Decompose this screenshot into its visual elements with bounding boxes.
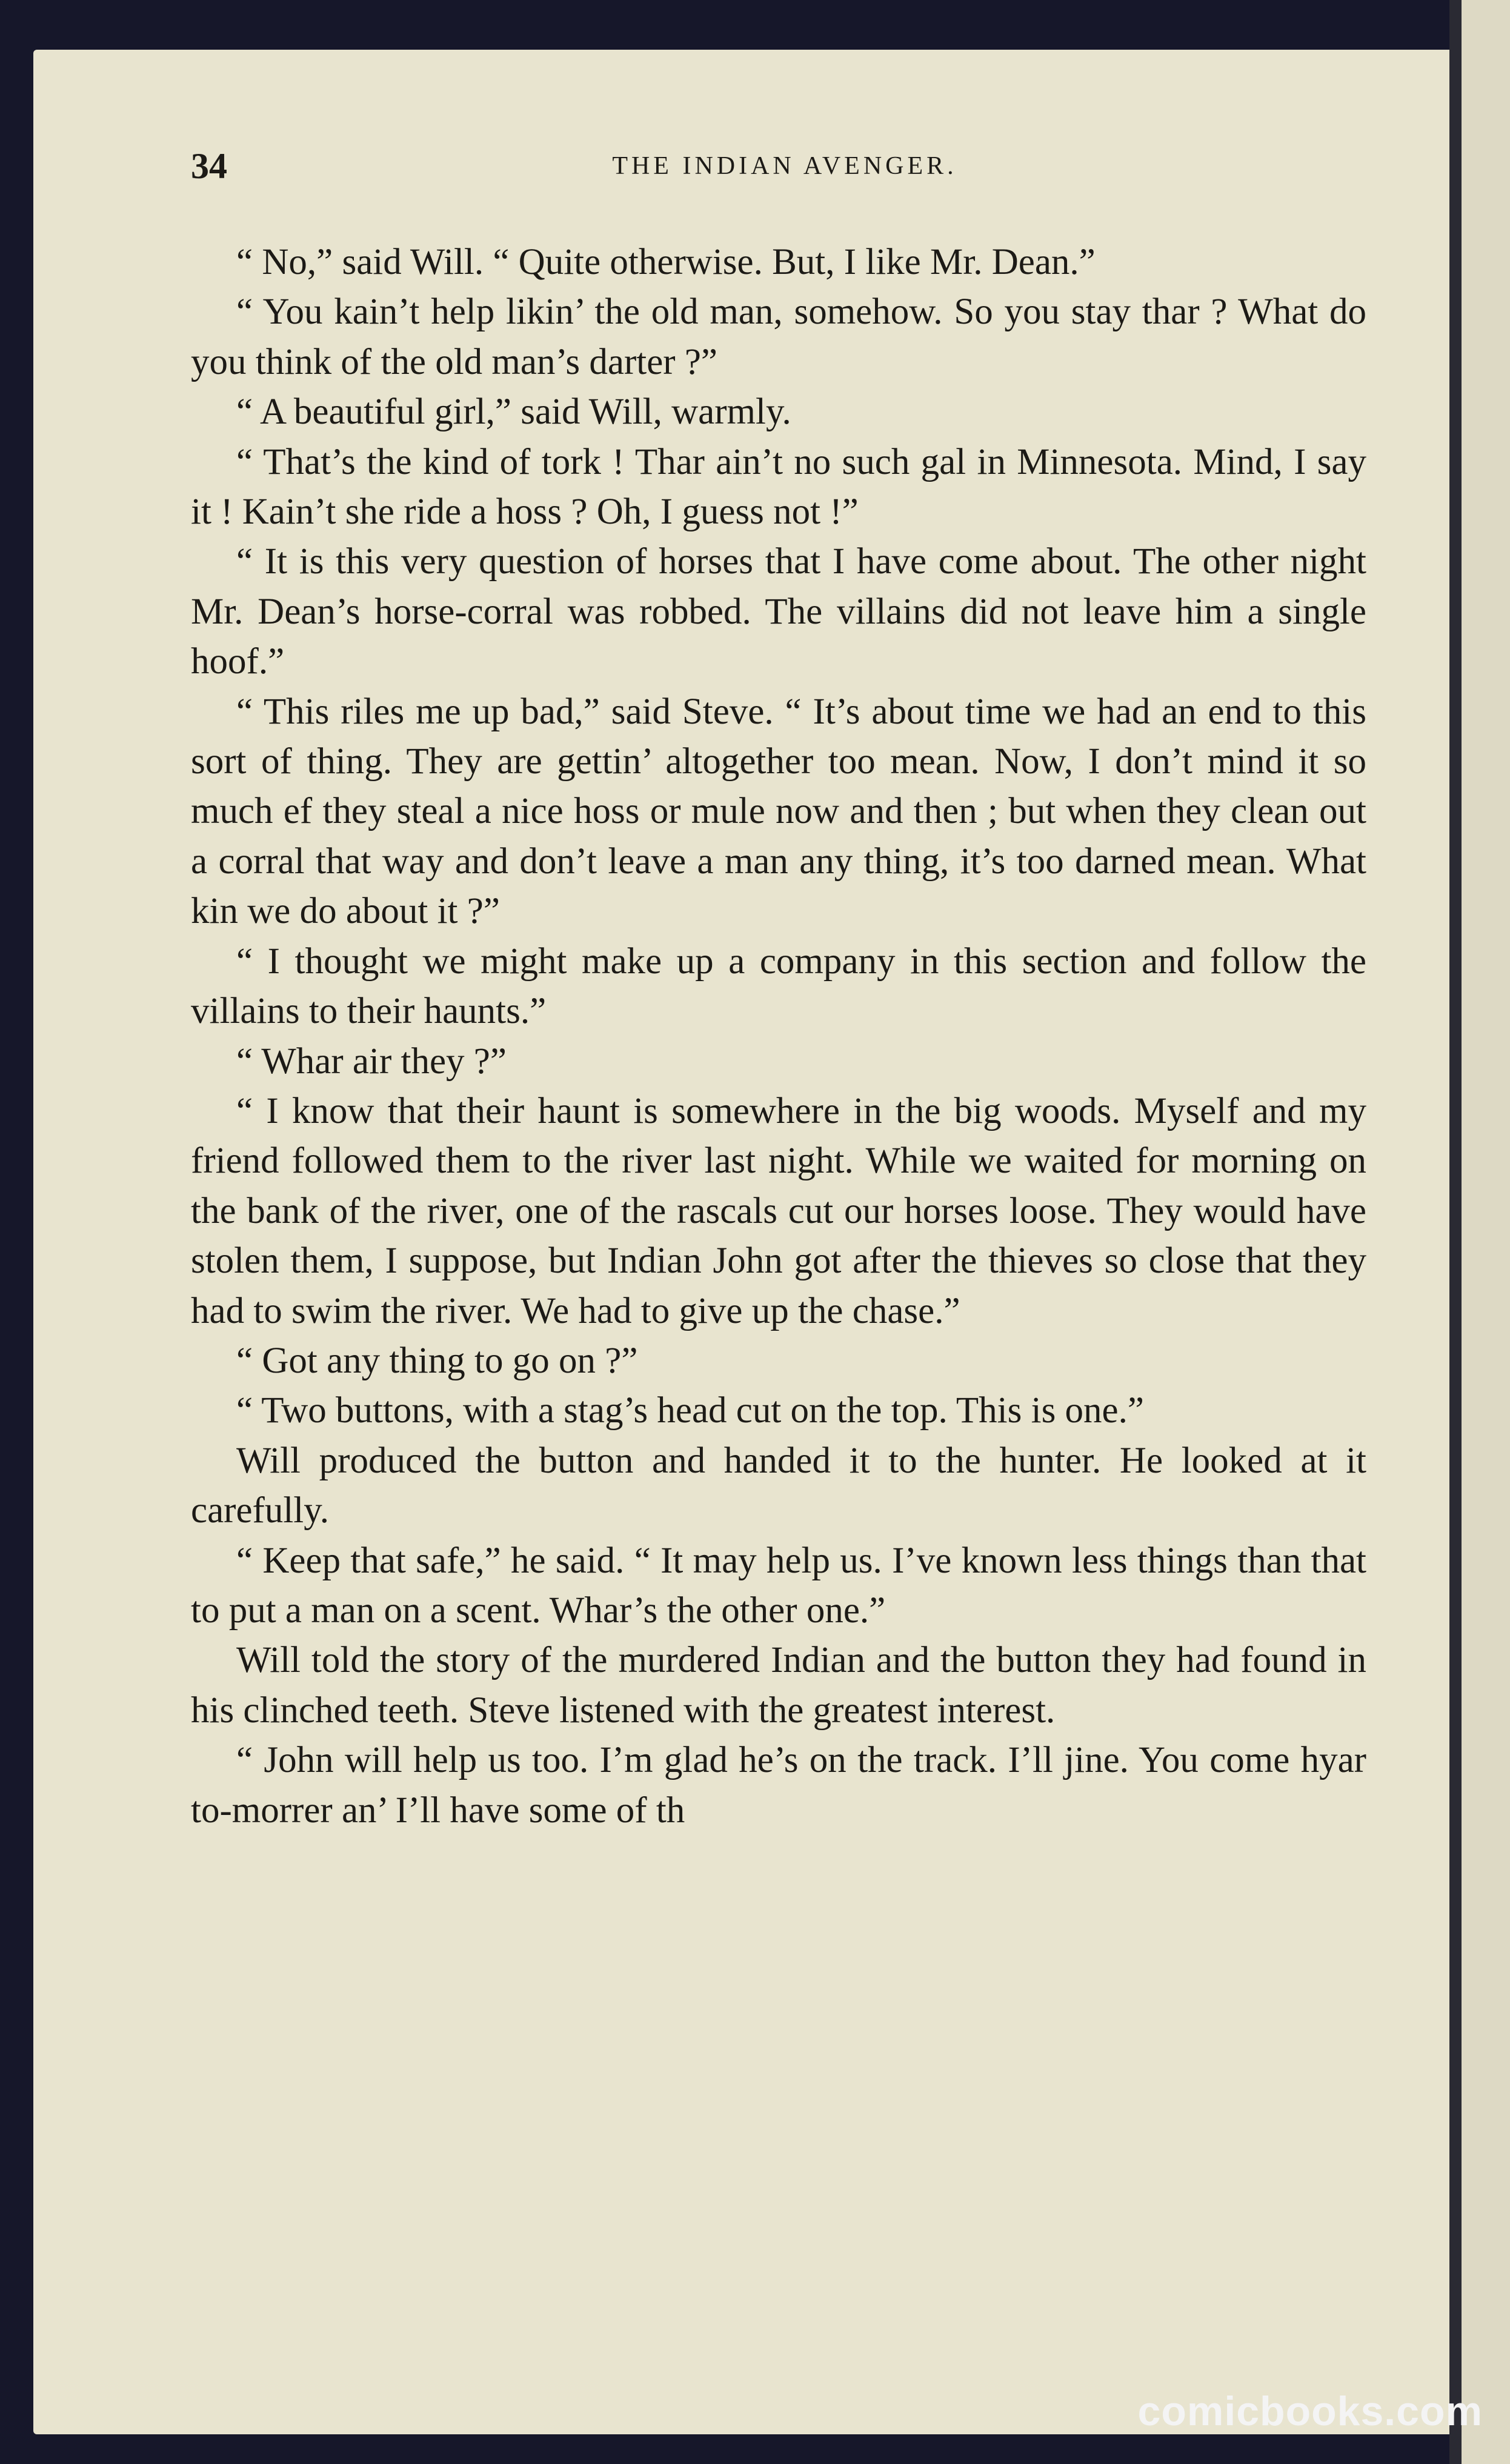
watermark: comicbooks.com [1137,2388,1483,2434]
paragraph: “ No,” said Will. “ Quite otherwise. But, I like Mr. Dean.” [236,242,1096,282]
paragraph: “ I thought we might make up a company in this section and follow the villains to their haunts.” [191,941,1366,1032]
paragraph: “ John will help us too. I’m glad he’s on the track. I’ll jine. You come hyar to-morrer an’ I’ll have some of th [191,1740,1366,1831]
paragraph: Will told the story of the murdered Indian and the button they had found in his clinched teeth. Steve listened with the greatest interest. [191,1640,1366,1731]
paragraph: “ Whar air they ?” [236,1041,507,1082]
paragraph: “ This riles me up bad,” said Steve. “ It’s about time we had an end to this sort of thing. They are gettin’ altogether too mean. Now, I don’t mind it so much ef they steal a nice hoss or mule now and then ; but when they clean out a corral that way and don’t leave a man any thing, it’s too darned mean. What kin we do about it ?” [191,691,1366,932]
page-header [191,145,1379,188]
paragraph: “ A beautiful girl,” said Will, warmly. [236,391,791,433]
paragraph: “ Two buttons, with a stag’s head cut on the top. This is one.” [236,1390,1144,1431]
paragraph: “ Keep that safe,” he said. “ It may help us. I’ve known less things than that to put a man on a scent. Whar’s the other one.” [191,1540,1366,1631]
paragraph: “ It is this very question of horses that I have come about. The other night Mr. Dean’s horse-corral was robbed. The villains did not leave him a single hoof.” [191,541,1366,682]
paragraph: “ That’s the kind of tork ! Thar ain’t no such gal in Minnesota. Mind, I say it ! Kain’t she ride a hoss ? Oh, I guess not !” [191,441,1366,533]
paragraph: “ I know that their haunt is somewhere in the big woods. Myself and my friend followed them to the river last night. While we waited for morning on the bank of the river, one of the rascals cut our horses loose. They would have stolen them, I suppose, but Indian John got after the thieves so close that they had to swim the river. We had to give up the chase.” [191,1090,1366,1331]
paragraph: “ You kain’t help likin’ the old man, somehow. So you stay thar ? What do you think of the old man’s darter ?” [191,291,1366,382]
page-gutter [1449,0,1462,2464]
paragraph: Will produced the button and handed it to the hunter. He looked at it carefully. [191,1440,1366,1531]
facing-page-edge [1449,0,1510,2464]
page-number: 34 [191,146,227,186]
body-text [191,238,1366,1836]
paragraph: “ Got any thing to go on ?” [236,1340,638,1381]
running-head: THE INDIAN AVENGER. [612,152,957,180]
